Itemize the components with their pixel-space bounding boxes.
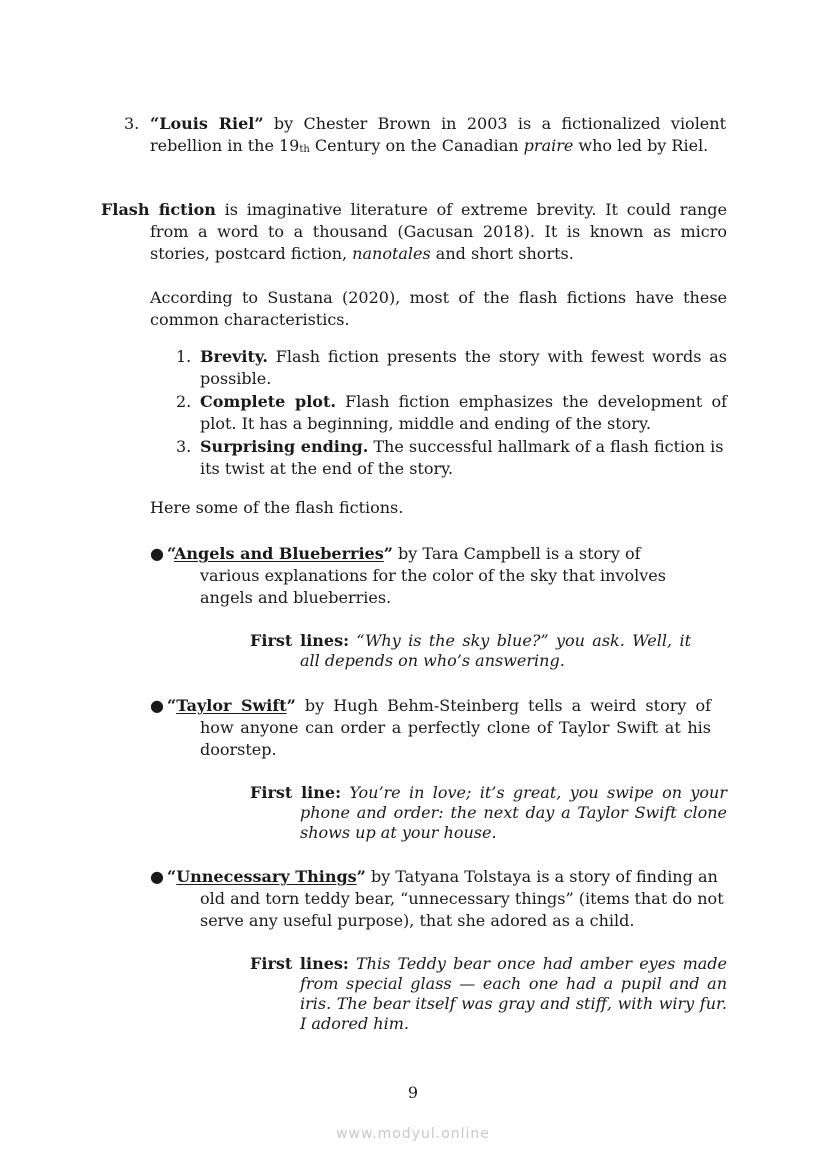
characteristic-item: Complete plot. Flash fiction emphasizes the development of plot. It has a beginning, middle and ending of the story. [200,392,727,433]
list-number: 3. [124,114,140,133]
story-item-angels: “Angels and Blueberries” by Tara Campbell is a story of various explanations for the color of the sky that involves angels and blueberries. [167,544,666,607]
characteristic-item: Surprising ending. The successful hallmark of a flash fiction is its twist at the end of the story. [200,437,724,478]
bullet: ● [150,867,164,886]
bullet: ● [150,544,164,563]
examples-intro: Here some of the flash fictions. [150,498,404,517]
list-number: 2. [176,392,192,411]
story-item-unnecessary-things: “Unnecessary Things” by Tatyana Tolstaya is a story of finding an old and torn teddy bear, “unnecessary things” (items that do not serve any useful purpose), that she adored as a child. [167,867,724,930]
characteristics-intro: According to Sustana (2020), most of the flash fictions have these common characteristics. [150,288,727,329]
story-title-link[interactable]: Unnecessary Things [176,867,357,886]
watermark: www.modyul.online [336,1126,490,1142]
list-number: 1. [176,347,192,366]
first-lines-quote: First line: You’re in love; it’s great, you swipe on your phone and order: the next day a Taylor Swift clone shows up at your house. [250,783,728,842]
story-item-taylor-swift: “Taylor Swift” by Hugh Behm-Steinberg tells a weird story of how anyone can order a perfectly clone of Taylor Swift at his doorstep. [167,696,712,759]
characteristic-item: Brevity. Flash fiction presents the story with fewest words as possible. [200,347,727,388]
list-number: 3. [176,437,192,456]
first-lines-quote: First lines: “Why is the sky blue?” you ask. Well, it all depends on who’s answering. [250,631,691,670]
story-title-link[interactable]: Taylor Swift [176,696,287,715]
list-item-louis-riel: “Louis Riel” by Chester Brown in 2003 is a fictionalized violent rebellion in the $19_{th}$ Century on the Canadian praire who led by Riel. [150,114,727,155]
story-title-link[interactable]: Angels and Blueberries [174,544,384,563]
bullet: ● [150,696,164,715]
story-title: “Louis Riel” [150,114,264,133]
page-number: 9 [407,1083,419,1102]
flash-fiction-definition: Flash fiction is imaginative literature of extreme brevity. It could range from a word to a thousand (Gacusan 2018). It is known as micro stories, postcard fiction, nanotales and short shorts. [101,200,727,263]
first-lines-quote: First lines: This Teddy bear once had amber eyes made from special glass — each one had a pupil and an iris. The bear itself was gray and stiff, with wiry fur. I adored him. [250,954,727,1033]
term-flash-fiction: Flash fiction [101,200,216,219]
